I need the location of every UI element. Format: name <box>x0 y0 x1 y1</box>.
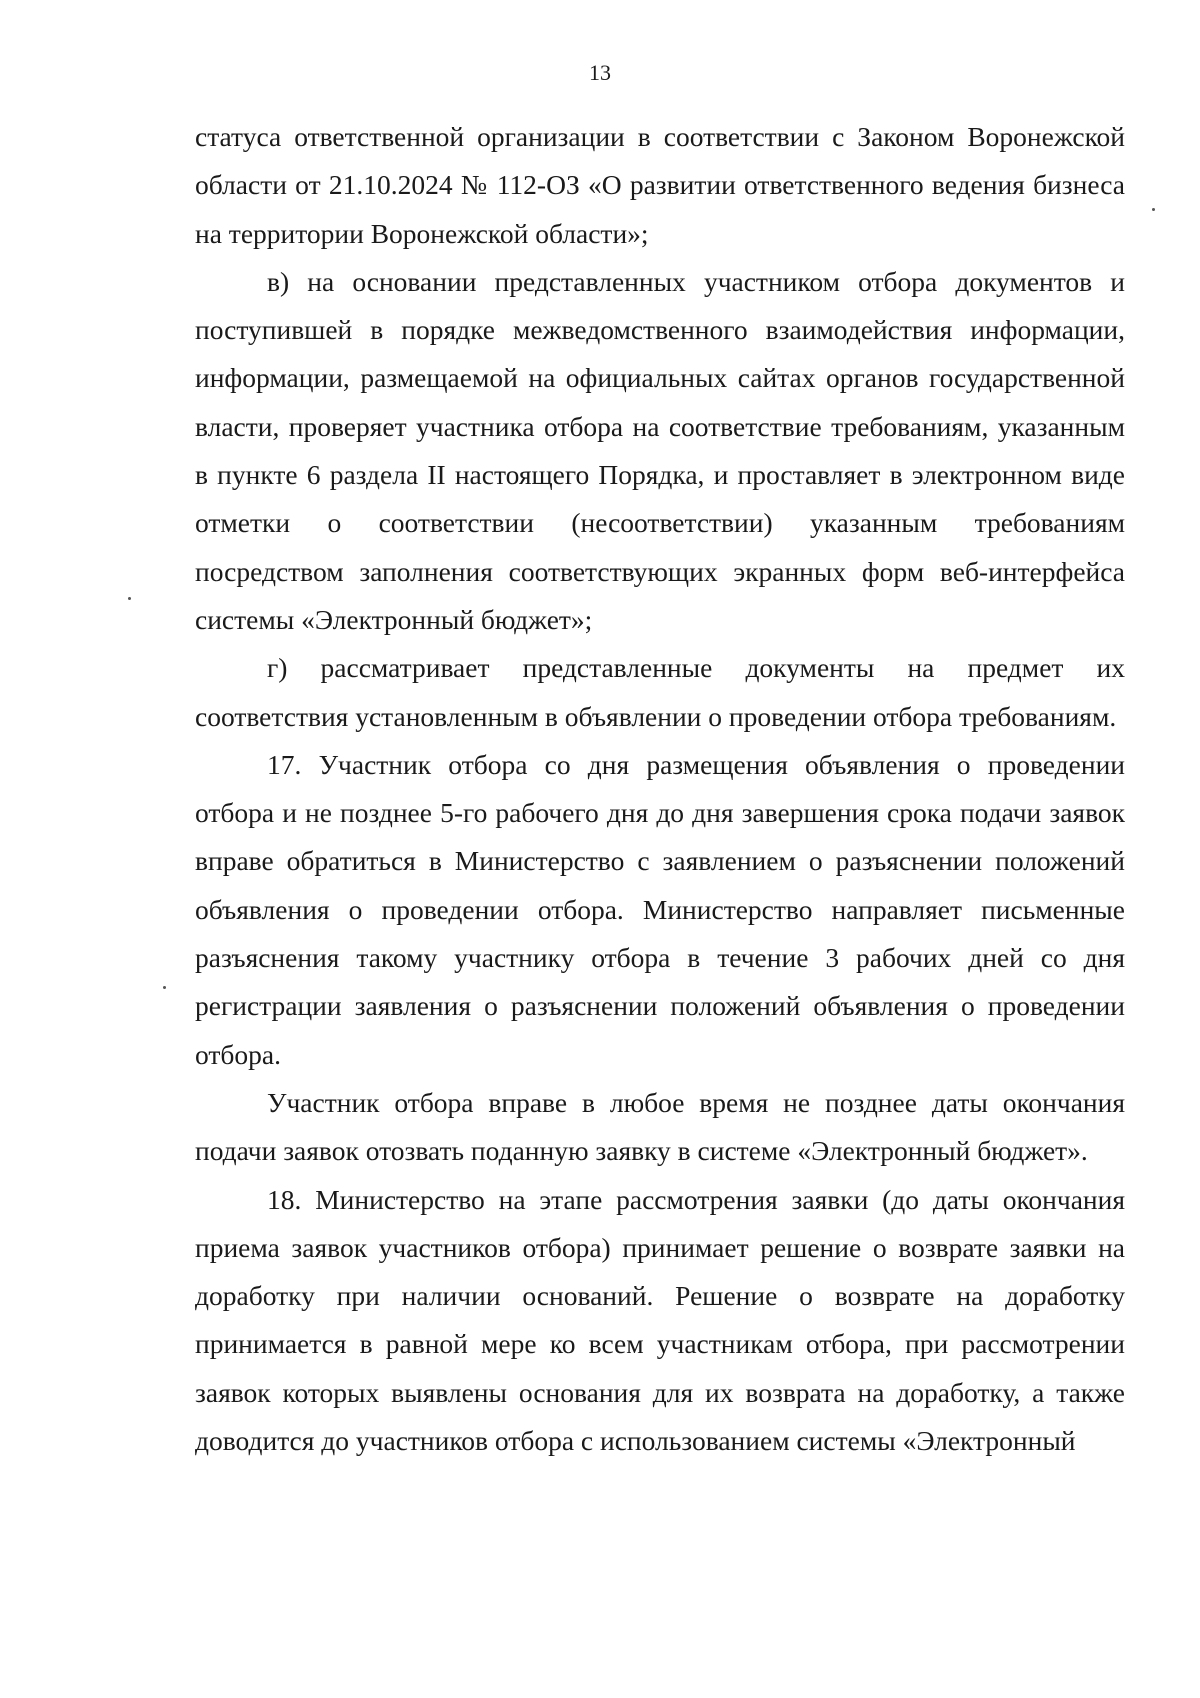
paragraph-18: 18. Министерство на этапе рассмотрения заявки (до даты окончания приема заявок участников отбора) принимает решение о возврате заявки на доработку при наличии оснований. Решение о возврате на доработку принимается в равной мере ко всем участникам отбора, при рассмотрении заявок которых выявлены основания для их возврата на доработку, а также доводится до участников отбора с использованием системы «Электронный <box>195 1183 1125 1457</box>
paragraph-17: 17. Участник отбора со дня размещения объявления о проведении отбора и не позднее 5-го рабочего дня до дня завершения срока подачи заявок вправе обратиться в Министерство с заявлением о разъяснении положений объявления о проведении отбора. Министерство направляет письменные разъяснения такому участнику отбора в течение 3 рабочих дней со дня регистрации заявления о разъяснении положений объявления о проведении отбора. <box>195 748 1125 1070</box>
paragraph-continuation: статуса ответственной организации в соответствии с Законом Воронежской области от 21.10.2024 № 112-ОЗ «О развитии ответственного ведения бизнеса на территории Воронежской области»; <box>195 121 1125 249</box>
document-body <box>195 113 1125 1465</box>
paragraph-item-g: г) рассматривает представленные документы на предмет их соответствия установленным в объявлении о проведении отбора требованиям. <box>195 652 1125 732</box>
paragraph-withdrawal: Участник отбора вправе в любое время не позднее даты окончания подачи заявок отозвать поданную заявку в системе «Электронный бюджет». <box>195 1086 1125 1167</box>
scan-speck <box>163 986 166 989</box>
paragraph-item-v: в) на основании представленных участником отбора документов и поступившей в порядке межведомственного взаимодействия информации, информации, размещаемой на официальных сайтах органов государственной власти, проверяет участника отбора на соответствие требованиям, указанным в пункте 6 раздела II настоящего Порядка, и проставляет в электронном виде отметки о соответствии (несоответствии) указанным требованиям посредством заполнения соответствующих экранных форм веб-интерфейса системы «Электронный бюджет»; <box>195 265 1125 635</box>
scan-speck <box>1152 208 1155 211</box>
page-number: 13 <box>589 60 611 85</box>
scan-speck <box>128 597 131 600</box>
